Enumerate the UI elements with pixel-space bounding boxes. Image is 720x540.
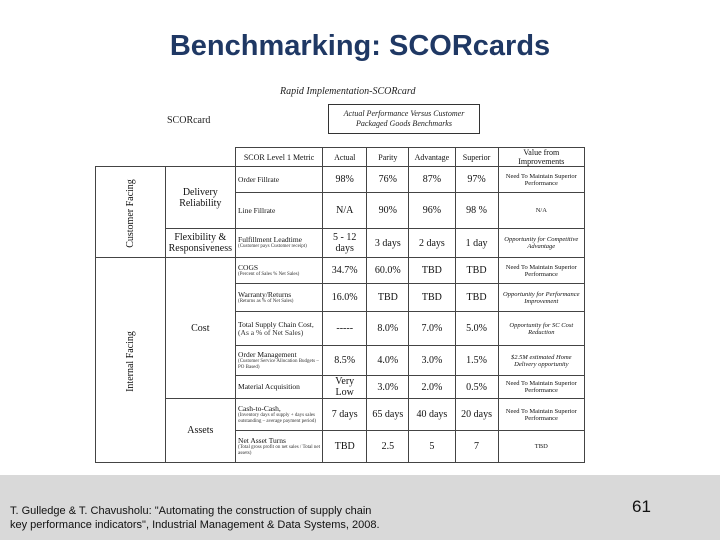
- metric-cell: Cash-to-Cash, (Inventory days of supply + days sales outstanding – average payment period): [236, 399, 323, 431]
- table-row: [96, 229, 585, 258]
- superior-cell: 5.0%: [455, 312, 498, 346]
- superior-cell: 1 day: [455, 229, 498, 258]
- parity-cell: 65 days: [367, 399, 409, 431]
- superior-cell: 98 %: [455, 193, 498, 229]
- table-row: [96, 258, 585, 284]
- advantage-cell: 2.0%: [409, 376, 455, 399]
- advantage-cell: 3.0%: [409, 346, 455, 376]
- actual-cell: -----: [323, 312, 367, 346]
- scorcard-label: SCORcard: [167, 115, 211, 126]
- col-actual: Actual: [323, 148, 367, 167]
- actual-cell: TBD: [323, 431, 367, 463]
- figure-title: Rapid Implementation-SCORcard: [280, 86, 416, 97]
- value-cell: Opportunity for Performance Improvement: [498, 284, 584, 312]
- superior-cell: 7: [455, 431, 498, 463]
- superior-cell: 20 days: [455, 399, 498, 431]
- category-cost: Cost: [165, 258, 235, 399]
- actual-cell: 7 days: [323, 399, 367, 431]
- value-cell: N/A: [498, 193, 584, 229]
- category-delivery: Delivery Reliability: [165, 167, 235, 229]
- value-cell: $2.5M estimated Home Delivery opportunity: [498, 346, 584, 376]
- superior-cell: TBD: [455, 258, 498, 284]
- metric-cell: Fulfillment Leadtime (Customer pays Customer receipt): [236, 229, 323, 258]
- metric-cell: Material Acquisition: [236, 376, 323, 399]
- value-cell: Opportunity for Competitive Advantage: [498, 229, 584, 258]
- actual-cell: 16.0%: [323, 284, 367, 312]
- parity-cell: 3 days: [367, 229, 409, 258]
- advantage-cell: 2 days: [409, 229, 455, 258]
- scorcard-figure: [95, 82, 585, 482]
- superior-cell: TBD: [455, 284, 498, 312]
- citation-line-2: key performance indicators", Industrial Management & Data Systems, 2008.: [10, 519, 380, 531]
- value-cell: Opportunity for SC Cost Reduction: [498, 312, 584, 346]
- side-internal-facing: Internal Facing: [96, 258, 166, 463]
- advantage-cell: 87%: [409, 167, 455, 193]
- scorcard-table: [95, 147, 585, 463]
- slide-title: Benchmarking: SCORcards: [169, 30, 551, 62]
- parity-cell: 2.5: [367, 431, 409, 463]
- side-customer-facing: Customer Facing: [96, 167, 166, 258]
- header-row: [96, 148, 585, 167]
- parity-cell: 60.0%: [367, 258, 409, 284]
- col-value: Value from Improvements: [498, 148, 584, 167]
- parity-cell: 8.0%: [367, 312, 409, 346]
- value-cell: Need To Maintain Superior Performance: [498, 167, 584, 193]
- metric-cell: Order Fillrate: [236, 167, 323, 193]
- advantage-cell: 40 days: [409, 399, 455, 431]
- col-parity: Parity: [367, 148, 409, 167]
- table-row: [96, 399, 585, 431]
- metric-cell: Warranty/Returns (Returns as % of Net Sales): [236, 284, 323, 312]
- parity-cell: 90%: [367, 193, 409, 229]
- metric-cell: Net Asset Turns (Total gross profit on net sales / Total net assets): [236, 431, 323, 463]
- col-superior: Superior: [455, 148, 498, 167]
- page-number: 61: [632, 497, 651, 516]
- citation-line-1: T. Gulledge & T. Chavusholu: "Automating the construction of supply chain: [10, 505, 372, 517]
- superior-cell: 0.5%: [455, 376, 498, 399]
- parity-cell: TBD: [367, 284, 409, 312]
- advantage-cell: TBD: [409, 258, 455, 284]
- value-cell: Need To Maintain Superior Performance: [498, 399, 584, 431]
- value-cell: Need To Maintain Superior Performance: [498, 376, 584, 399]
- advantage-cell: 7.0%: [409, 312, 455, 346]
- parity-cell: 76%: [367, 167, 409, 193]
- parity-cell: 4.0%: [367, 346, 409, 376]
- metric-cell: Order Management (Customer Service Allocation Budgets – PO Based): [236, 346, 323, 376]
- advantage-cell: 5: [409, 431, 455, 463]
- value-cell: TBD: [498, 431, 584, 463]
- benchmark-header: Actual Performance Versus Customer Packaged Goods Benchmarks: [328, 104, 480, 134]
- superior-cell: 97%: [455, 167, 498, 193]
- col-advantage: Advantage: [409, 148, 455, 167]
- metric-cell: Line Fillrate: [236, 193, 323, 229]
- category-assets: Assets: [165, 399, 235, 463]
- actual-cell: N/A: [323, 193, 367, 229]
- metric-cell: Total Supply Chain Cost, (As a % of Net Sales): [236, 312, 323, 346]
- col-metric: SCOR Level 1 Metric: [236, 148, 323, 167]
- actual-cell: 34.7%: [323, 258, 367, 284]
- advantage-cell: TBD: [409, 284, 455, 312]
- table-row: [96, 167, 585, 193]
- actual-cell: 98%: [323, 167, 367, 193]
- parity-cell: 3.0%: [367, 376, 409, 399]
- actual-cell: 8.5%: [323, 346, 367, 376]
- actual-cell: 5 - 12 days: [323, 229, 367, 258]
- value-cell: Need To Maintain Superior Performance: [498, 258, 584, 284]
- category-flexibility: Flexibility & Responsiveness: [165, 229, 235, 258]
- actual-cell: Very Low: [323, 376, 367, 399]
- metric-cell: COGS (Percent of Sales % Net Sales): [236, 258, 323, 284]
- citation: [10, 504, 380, 532]
- superior-cell: 1.5%: [455, 346, 498, 376]
- footer-band: [0, 475, 720, 540]
- advantage-cell: 96%: [409, 193, 455, 229]
